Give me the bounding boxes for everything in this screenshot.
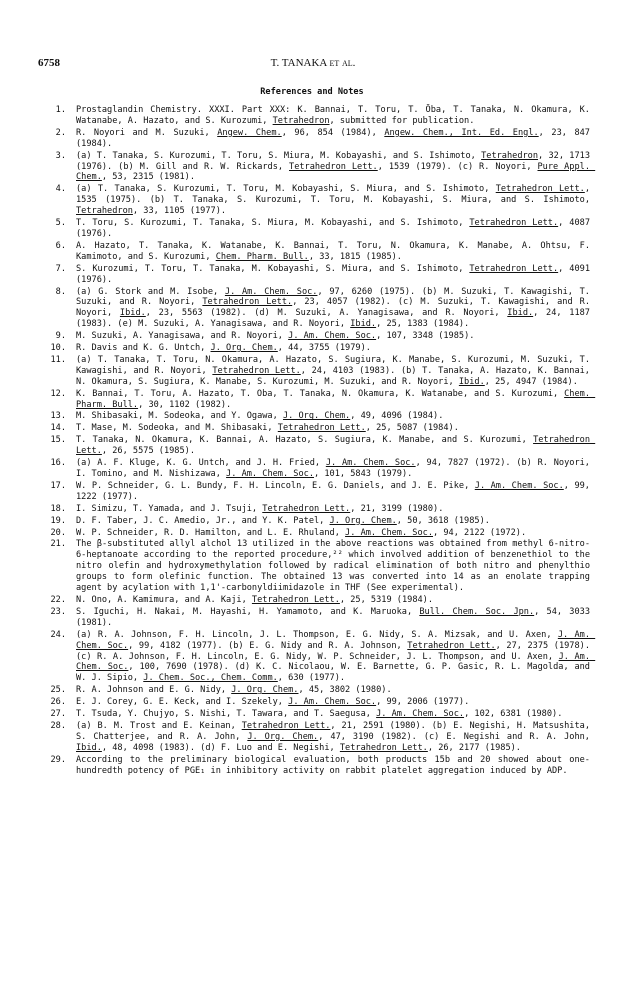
reference-segment: I. Simizu, T. Yamada, and J. Tsuji,	[76, 503, 263, 514]
journal-citation: J. Am. Chem. Soc.	[76, 629, 596, 651]
reference-segment: (a) G. Stork and M. Isobe,	[76, 286, 225, 297]
reference-number: 16.	[50, 458, 66, 469]
reference-segment: , 97, 6260 (1975). (b) M. Suzuki, T. Kawagishi, T. Suzuki, and R. Noyori,	[76, 286, 596, 308]
reference-number: 21.	[50, 539, 66, 550]
reference-segment: K. Bannai, T. Toru, A. Hazato, T. Oba, T. Tanaka, N. Okamura, K. Watanabe, and S. Kurozumi,	[76, 388, 565, 399]
reference-segment: A. Hazato, T. Tanaka, K. Watanabe, K. Bannai, T. Toru, N. Okamura, K. Manabe, A. Ohtsu, F. Kamimoto, and S. Kurozumi,	[76, 240, 596, 262]
reference-segment: , 1539 (1979). (c) R. Noyori,	[377, 161, 538, 172]
journal-citation: Ibid.	[76, 742, 102, 753]
reference-text	[76, 411, 590, 422]
reference-segment: (a) R. A. Johnson, F. H. Lincoln, J. L. Thompson, E. G. Nidy, S. A. Mizsak, and U. Axen,	[76, 629, 558, 640]
reference-text	[76, 755, 590, 777]
journal-citation: Tetrahedron Lett.	[212, 365, 301, 376]
reference-text	[76, 480, 596, 503]
page-number: 6758	[38, 57, 60, 69]
reference-segment: , 49, 4096 (1984).	[350, 411, 444, 422]
journal-citation: Ibid.	[458, 376, 485, 387]
journal-citation: Tetrahedron Lett.	[495, 184, 585, 195]
reference-segment: M. Shibasaki, M. Sodeoka, and Y. Ogawa,	[76, 411, 283, 422]
reference-segment: , 25, 4947 (1984).	[484, 376, 578, 387]
reference-text	[76, 286, 596, 331]
reference-segment: T. Tanaka, N. Okamura, K. Bannai, A. Hazato, S. Sugiura, K. Manabe, and S. Kurozumi,	[76, 435, 534, 446]
section-title: References and Notes	[260, 87, 364, 97]
reference-item	[38, 504, 590, 515]
journal-citation: Tetrahedron Lett.	[241, 720, 331, 731]
reference-number: 10.	[50, 343, 66, 354]
reference-item	[38, 184, 596, 217]
reference-segment: , 101, 5843 (1979).	[314, 469, 413, 479]
reference-text	[76, 435, 596, 457]
reference-number: 2.	[55, 127, 66, 138]
reference-number: 24.	[50, 629, 66, 640]
reference-text	[76, 105, 596, 127]
reference-text	[76, 516, 590, 527]
reference-text	[76, 423, 590, 434]
reference-segment: , 1535 (1975). (b) T. Tanaka, S. Kurozumi, T. Toru, M. Kobayashi, S. Miura, and S. Ishimoto,	[76, 184, 596, 206]
reference-segment: S. Kurozumi, T. Toru, T. Tanaka, M. Kobayashi, S. Miura, and S. Ishimoto,	[76, 263, 470, 274]
reference-text	[76, 504, 590, 515]
reference-number: 22.	[50, 594, 66, 605]
reference-text	[76, 354, 596, 388]
reference-segment: W. P. Schneider, R. D. Hamilton, and L. E. Rhuland,	[76, 527, 346, 538]
journal-citation: Tetrahedron	[272, 115, 330, 126]
reference-segment: R. Noyori and M. Suzuki,	[76, 127, 218, 138]
reference-item	[38, 388, 596, 411]
journal-citation: Tetrahedron Lett.	[339, 742, 428, 753]
journal-citation: J. Am. Chem. Soc.	[288, 697, 377, 708]
reference-item	[38, 263, 596, 286]
journal-citation: Ibid.	[350, 319, 377, 330]
reference-number: 14.	[50, 423, 66, 434]
journal-citation: J. Org. Chem.	[247, 731, 319, 742]
reference-item	[38, 755, 590, 777]
reference-number: 23.	[50, 606, 66, 617]
reference-item	[38, 595, 590, 606]
reference-segment: , 630 (1977).	[277, 673, 346, 684]
reference-text	[76, 685, 590, 696]
journal-citation: Tetrahedron Lett.	[469, 218, 559, 229]
reference-number: 18.	[50, 503, 66, 514]
reference-segment: E. J. Corey, G. E. Keck, and I. Szekely,	[76, 697, 289, 708]
reference-item	[38, 697, 590, 708]
reference-segment: , 107, 3348 (1985).	[376, 331, 475, 342]
journal-citation: Angew. Chem., Int. Ed. Engl.	[384, 127, 539, 138]
reference-number: 7.	[55, 263, 66, 274]
journal-citation: J. Org. Chem.	[231, 685, 299, 696]
reference-segment: , 33, 1815 (1985).	[308, 251, 402, 262]
reference-segment: , 26, 2177 (1985).	[427, 742, 521, 753]
reference-item	[38, 685, 590, 696]
reference-text	[76, 218, 596, 240]
reference-item	[38, 218, 596, 240]
journal-citation: J. Am. Chem. Soc.	[288, 331, 377, 342]
journal-citation: Tetrahedron Lett.	[76, 435, 596, 457]
reference-item	[38, 528, 590, 539]
reference-segment: , 25, 5319 (1984).	[339, 594, 434, 605]
reference-text	[76, 343, 590, 354]
journal-citation: Tetrahedron	[76, 206, 133, 217]
reference-segment: , 23, 4057 (1982). (c) M. Suzuki, T. Kawagishi, and R. Noyori,	[76, 297, 596, 319]
reference-number: 19.	[50, 515, 66, 526]
reference-segment: , submitted for publication.	[329, 115, 475, 126]
reference-segment: N. Ono, A. Kamimura, and A. Kaji,	[76, 594, 252, 605]
journal-citation: Tetrahedron Lett.	[262, 503, 351, 514]
reference-text	[76, 629, 596, 685]
reference-number: 3.	[55, 150, 66, 161]
reference-item	[38, 331, 590, 342]
reference-segment: R. Davis and K. G. Untch,	[76, 343, 211, 354]
reference-list	[38, 105, 596, 777]
journal-citation: Tetrahedron Lett.	[289, 161, 378, 172]
reference-text	[76, 127, 596, 150]
reference-segment: , 24, 1187 (1983). (e) M. Suzuki, A. Yanagisawa, and R. Noyori,	[76, 308, 596, 330]
reference-item	[38, 629, 596, 685]
reference-number: 13.	[50, 411, 66, 422]
reference-number: 17.	[50, 480, 66, 491]
reference-number: 5.	[55, 218, 66, 229]
reference-segment: (a) B. M. Trost and E. Keinan,	[76, 720, 242, 731]
reference-text	[76, 458, 596, 480]
journal-citation: Tetrahedron	[481, 150, 539, 161]
reference-text	[76, 150, 596, 184]
reference-segment: , 27, 2375 (1978). (c) R. A. Johnson, F. H. Lincoln, E. G. Nidy, W. P. Schneider, J. L. Thompson, and U. Axen,	[76, 640, 596, 662]
reference-segment: , 24, 4103 (1983). (b) T. Tanaka, A. Hazato, K. Bannai, N. Okamura, S. Sugiura, K. Manabe, S. Kurozumi, M. Suzuki, and R. Noyori,	[76, 365, 596, 387]
reference-item	[38, 343, 590, 354]
reference-number: 28.	[50, 720, 66, 731]
reference-segment: , 23, 847 (1984).	[76, 127, 596, 149]
journal-citation: J. Am. Chem. Soc.	[325, 458, 416, 469]
journal-citation: Ibid.	[119, 308, 146, 319]
reference-segment: , 102, 6381 (1980).	[464, 709, 563, 720]
reference-segment: T. Mase, M. Sodeoka, and M. Shibasaki,	[76, 423, 278, 434]
reference-item	[38, 411, 590, 422]
journal-citation: J. Am. Chem. Soc.	[226, 469, 315, 479]
journal-citation: Chem. Pharm. Bull.	[76, 388, 596, 410]
reference-segment: , 99, 4182 (1977). (b) E. G. Nidy and R. A. Johnson,	[128, 640, 408, 651]
reference-text	[76, 184, 596, 217]
reference-segment: , 99, 1222 (1977).	[76, 480, 596, 502]
reference-segment: , 94, 2122 (1972).	[433, 527, 527, 538]
reference-text	[76, 539, 596, 594]
reference-segment: , 4091 (1976).	[76, 263, 596, 285]
reference-item	[38, 720, 596, 754]
reference-segment: , 100, 7690 (1978). (d) K. C. Nicolaou, W. E. Barnette, G. P. Gasic, R. L. Magolda, and W. J. Sipio,	[76, 662, 596, 684]
reference-item	[38, 354, 596, 388]
reference-segment: , 96, 854 (1984),	[281, 127, 385, 138]
reference-number: 25.	[50, 685, 66, 696]
journal-citation: Tetrahedron Lett.	[407, 640, 496, 651]
journal-citation: J. Am. Chem. Soc.	[345, 527, 434, 538]
journal-citation: Ibid.	[507, 308, 534, 319]
journal-citation: J. Am. Chem. Soc.	[474, 480, 564, 491]
reference-text	[76, 606, 596, 629]
reference-segment: (a) T. Tanaka, S. Kurozumi, T. Toru, M. Kobayashi, S. Miura, and S. Ishimoto,	[76, 184, 496, 195]
reference-segment: , 50, 3618 (1985).	[396, 515, 490, 526]
reference-text	[76, 720, 596, 754]
reference-segment: Prostaglandin Chemistry. XXXI. Part XXX: K. Bannai, T. Toru, T. Ōba, T. Tanaka, N. Okamura, K. Watanabe, A. Hazato, and S. Kurozumi,	[76, 105, 596, 126]
reference-segment: , 47, 3190 (1982). (c) E. Negishi and R. A. John,	[318, 731, 596, 742]
reference-item	[38, 516, 590, 527]
reference-number: 27.	[50, 709, 66, 720]
reference-segment: , 45, 3802 (1980).	[298, 685, 392, 696]
journal-citation: J. Org. Chem.	[282, 411, 351, 422]
reference-number: 15.	[50, 435, 66, 446]
journal-citation: J. Am. Chem. Soc.	[376, 709, 465, 720]
reference-segment: , 48, 4098 (1983). (d) F. Luo and E. Negishi,	[101, 742, 340, 753]
journal-citation: Bull. Chem. Soc. Jpn.	[419, 606, 535, 617]
reference-segment: (a) A. F. Kluge, K. G. Untch, and J. H. Fried,	[76, 458, 326, 469]
reference-segment: , 94, 7827 (1972). (b) R. Noyori, I. Tomino, and M. Nishizawa,	[76, 458, 596, 479]
reference-text	[76, 697, 590, 708]
reference-segment: , 33, 1105 (1977).	[132, 206, 227, 217]
reference-item	[38, 105, 596, 127]
reference-segment: D. F. Taber, J. C. Amedio, Jr., and Y. K. Patel,	[76, 515, 330, 526]
reference-item	[38, 435, 596, 457]
reference-item	[38, 480, 596, 503]
reference-number: 9.	[55, 331, 66, 342]
reference-segment: , 21, 3199 (1980).	[350, 503, 444, 514]
reference-segment: T. Toru, S. Kurozumi, T. Tanaka, S. Miura, M. Kobayashi, and S. Ishimoto,	[76, 218, 470, 229]
reference-item	[38, 606, 596, 629]
reference-text	[76, 709, 590, 720]
reference-text	[76, 388, 596, 411]
running-head: T. TANAKA et al.	[270, 57, 356, 69]
reference-item	[38, 240, 596, 263]
journal-citation: Tetrahedron Lett.	[202, 297, 293, 308]
reference-item	[38, 150, 596, 184]
journal-citation: J. Chem. Soc., Chem. Comm.	[143, 673, 278, 684]
reference-number: 6.	[55, 240, 66, 251]
reference-segment: (a) T. Tanaka, T. Toru, N. Okamura, A. Hazato, S. Sugiura, K. Manabe, S. Kurozumi, M. Suzuki, T. Kawagishi, and R. Noyori,	[76, 354, 596, 376]
reference-item	[38, 539, 596, 594]
reference-text	[76, 263, 596, 286]
reference-number: 8.	[55, 286, 66, 297]
journal-citation: Tetrahedron Lett.	[251, 594, 340, 605]
reference-segment: , 4087 (1976).	[76, 218, 596, 239]
reference-number: 1.	[55, 105, 66, 115]
reference-segment: (a) T. Tanaka, S. Kurozumi, T. Toru, S. Miura, M. Kobayashi, and S. Ishimoto,	[76, 150, 482, 161]
reference-number: 26.	[50, 697, 66, 708]
page-header	[38, 57, 588, 71]
reference-text	[76, 331, 590, 342]
reference-item	[38, 458, 596, 480]
reference-item	[38, 286, 596, 331]
reference-number: 4.	[55, 184, 66, 195]
reference-number: 29.	[50, 754, 66, 765]
reference-segment: , 99, 2006 (1977).	[376, 697, 470, 708]
reference-segment: R. A. Johnson and E. G. Nidy,	[76, 685, 232, 696]
reference-segment: , 44, 3755 (1979).	[277, 343, 371, 354]
reference-item	[38, 127, 596, 150]
journal-citation: J. Org. Chem.	[210, 343, 278, 354]
journal-citation: Pure Appl. Chem.	[76, 161, 596, 183]
reference-segment: T. Tsuda, Y. Chujyo, S. Nishi, T. Tawara, and T. Saegusa,	[76, 709, 377, 720]
reference-text	[76, 240, 596, 263]
reference-segment: The β-substituted allyl alchol 13 utilized in the above reactions was obtained from methyl 6-nitro-6-heptanoate according to the reported procedure,²² which involved addition of benzenethiol to the nitro olefin and hydroxymethylation followed by radical elimination of both nitro and phenylthio groups to form olefinic function. The obtained 13 was converted into 14 as an enolate trapping agent by acylation with 1,1'-carbonyldiimidazole in THF (See experimental).	[76, 539, 596, 594]
journal-citation: Tetrahedron Lett.	[469, 263, 559, 274]
reference-segment: , 25, 5087 (1984).	[365, 423, 459, 434]
journal-citation: J. Am. Chem. Soc.	[76, 651, 596, 673]
reference-segment: , 26, 5575 (1985).	[101, 446, 196, 457]
journal-citation: Tetrahedron Lett.	[277, 423, 366, 434]
journal-citation: Chem. Pharm. Bull.	[215, 251, 309, 262]
reference-segment: S. Iguchi, H. Nakai, M. Hayashi, H. Yamamoto, and K. Maruoka,	[76, 606, 420, 617]
reference-segment: , 53, 2315 (1981).	[101, 172, 196, 183]
reference-item	[38, 709, 590, 720]
reference-segment: , 23, 5563 (1982). (d) M. Suzuki, A. Yanagisawa, and R. Noyori,	[145, 308, 508, 319]
reference-number: 20.	[50, 527, 66, 538]
reference-text	[76, 528, 590, 539]
journal-citation: J. Am. Chem. Soc.	[224, 286, 318, 297]
reference-item	[38, 423, 590, 434]
reference-segment: , 30, 1102 (1982).	[138, 399, 232, 410]
reference-segment: W. P. Schneider, G. L. Bundy, F. H. Lincoln, E. G. Daniels, and J. E. Pike,	[76, 480, 475, 491]
reference-number: 11.	[50, 354, 66, 365]
reference-segment: M. Suzuki, A. Yanagisawa, and R. Noyori,	[76, 331, 289, 342]
reference-number: 12.	[50, 388, 66, 399]
reference-segment: , 21, 2591 (1980). (b) E. Negishi, H. Matsushita, S. Chatterjee, and R. A. John,	[76, 720, 596, 742]
journal-citation: Angew. Chem.	[217, 127, 282, 138]
reference-segment: , 25, 1383 (1984).	[376, 319, 470, 330]
reference-text	[76, 595, 590, 606]
reference-segment: According to the preliminary biological evaluation, both products 15b and 20 showed about one-hundredth potency of PGE₁ in inhibitory activity on rabbit platelet aggregation induced by ADP.	[76, 754, 590, 776]
reference-segment: , 32, 1713 (1976). (b) M. Gill and R. W. Rickards,	[76, 150, 596, 172]
journal-citation: J. Org. Chem.	[329, 515, 397, 526]
reference-segment: , 54, 3033 (1981).	[76, 606, 596, 628]
